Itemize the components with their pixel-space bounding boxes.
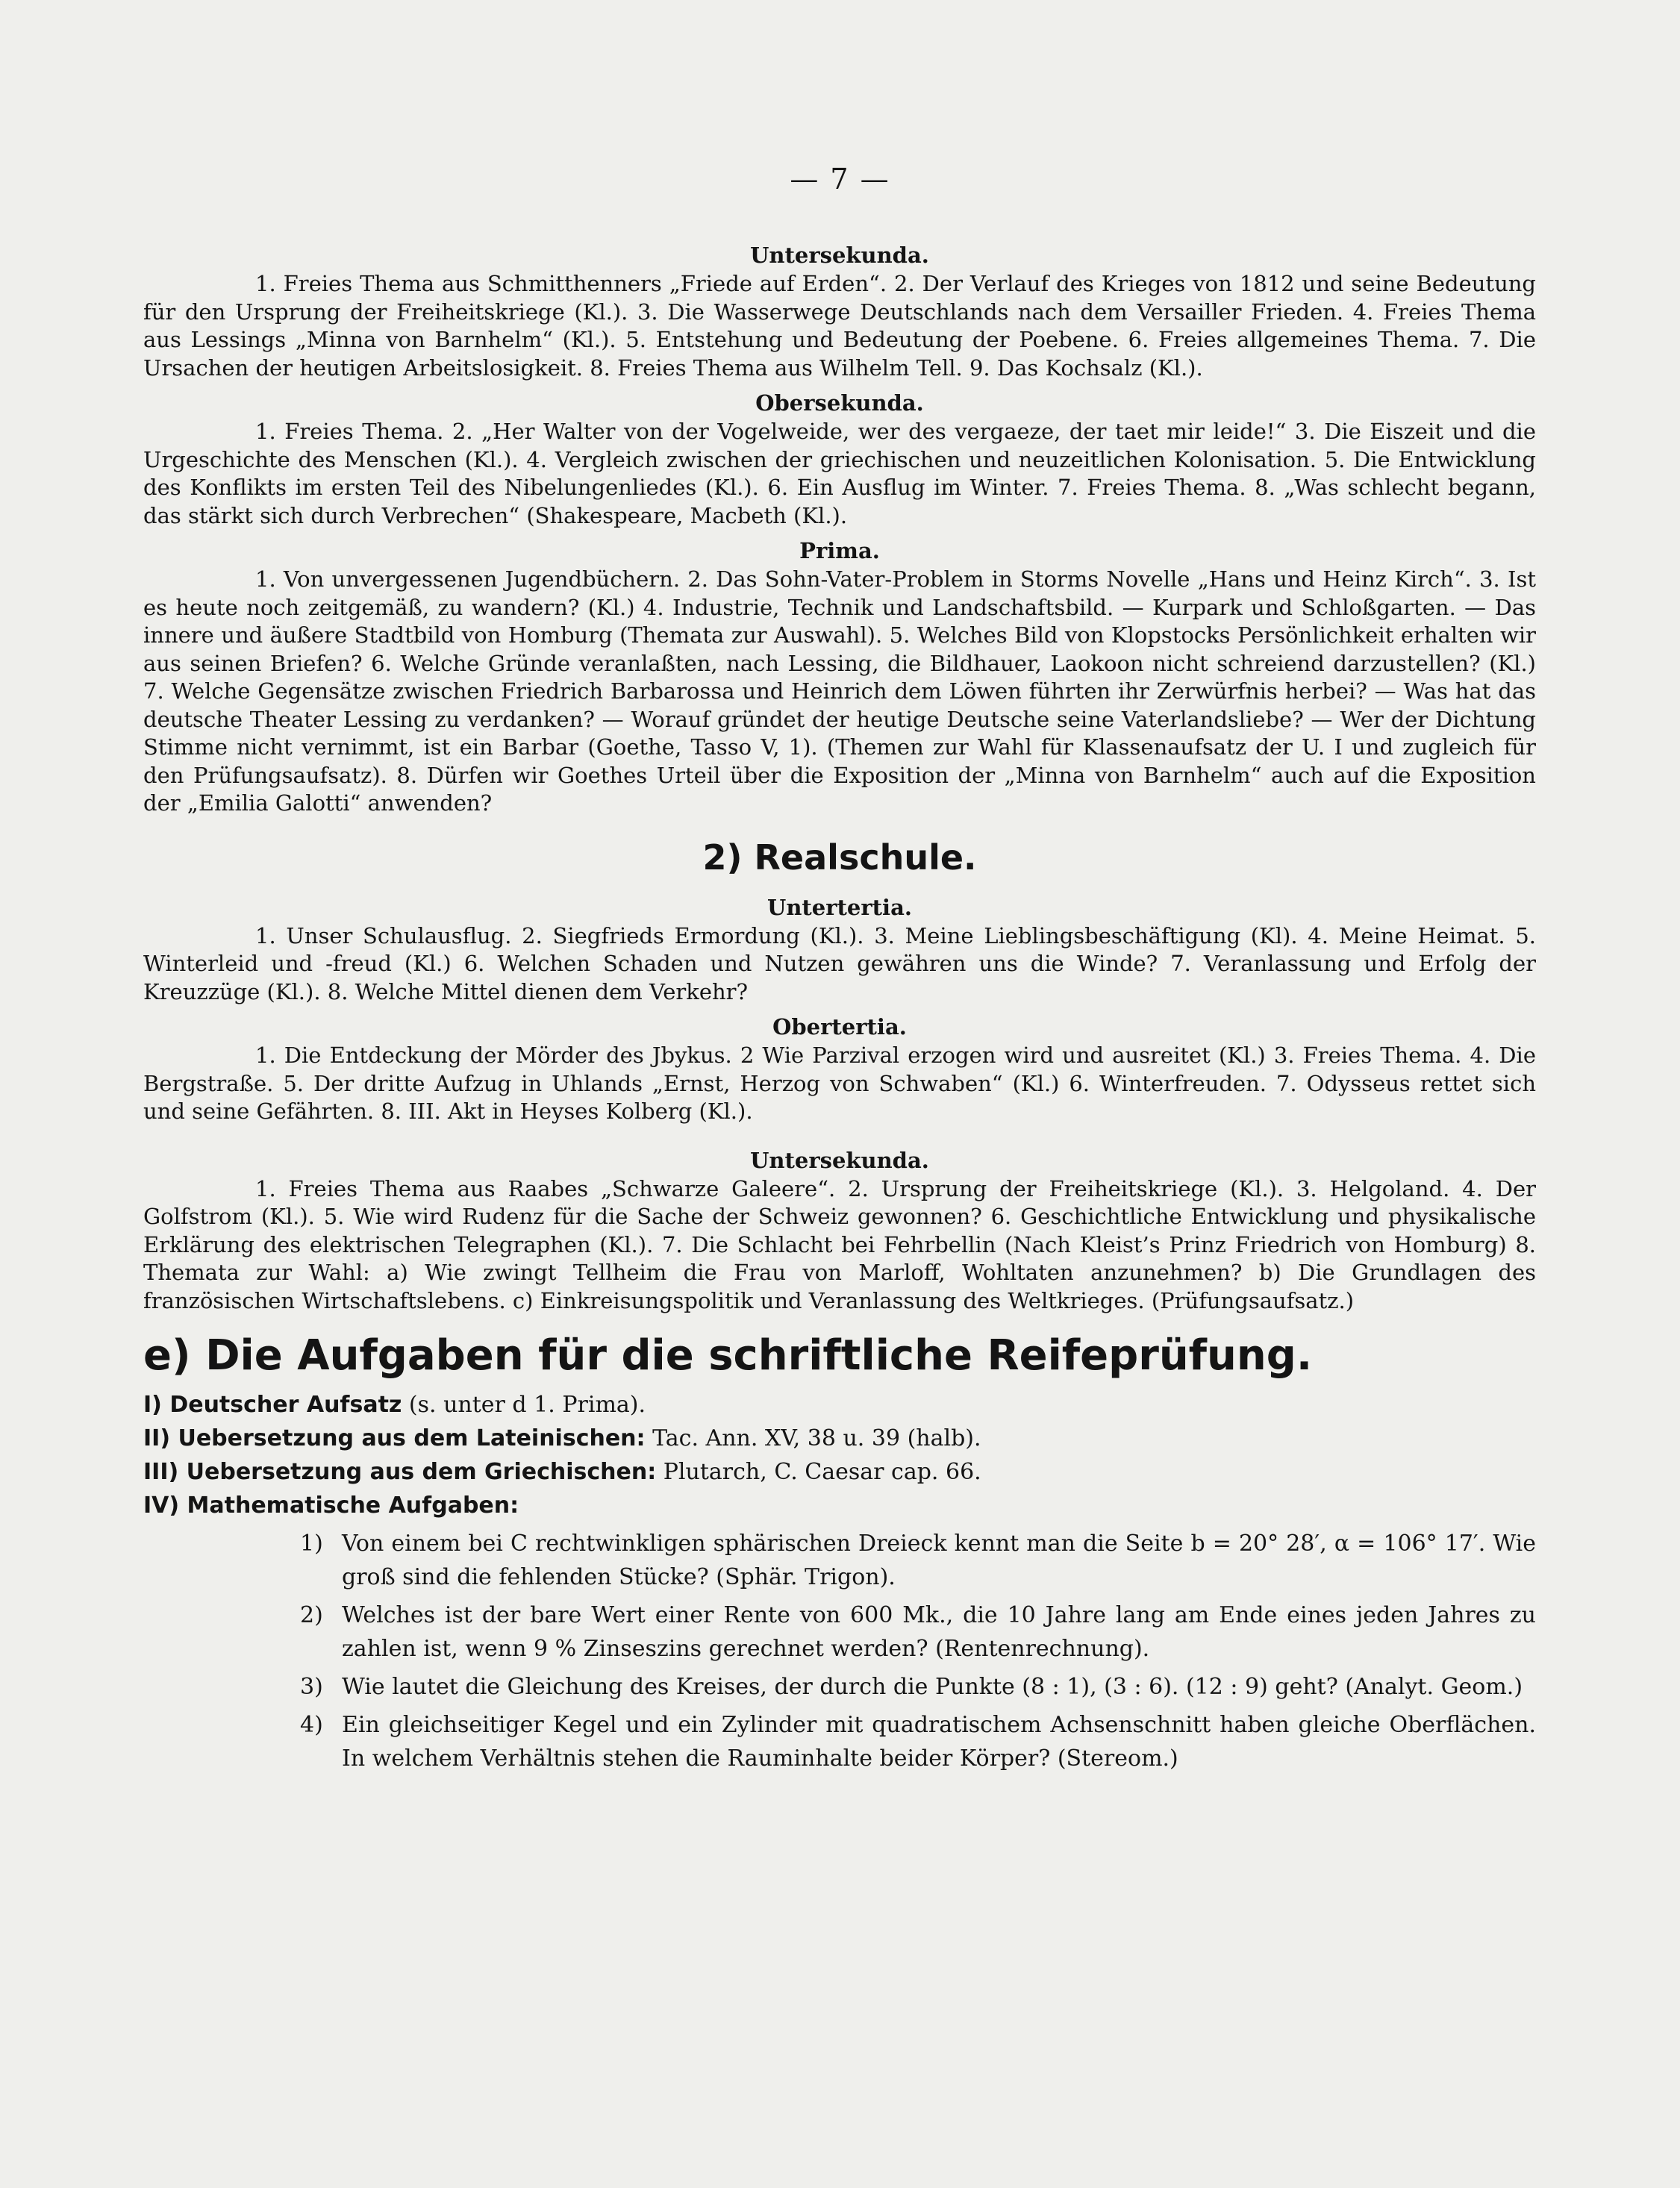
task-number: 2) bbox=[300, 1602, 323, 1628]
exam-item bbox=[143, 1388, 1536, 1422]
task-text: Von einem bei C rechtwinkligen sphärischen Dreieck kennt man die Seite b = 20° 28′, α = 106° 17′. Wie groß sind die fehlenden Stücke? (Sphär. Trigon). bbox=[342, 1531, 1536, 1590]
section-text: 1. Unser Schulausflug. 2. Siegfrieds Ermordung (Kl.). 3. Meine Lieblingsbeschäftigung (Kl). 4. Meine Heimat. 5. Winterleid und -freud (Kl.) 6. Welchen Schaden und Nutzen gewähren uns die Winde? 7. Veranlassung und Erfolg der Kreuzzüge (Kl.). 8. Welche Mittel dienen dem Verkehr? bbox=[143, 922, 1536, 1004]
reifepruefung-heading: e) Die Aufgaben für die schriftliche Reifeprüfung. bbox=[143, 1331, 1313, 1380]
section-heading: Prima. bbox=[799, 538, 880, 563]
section-text: 1. Die Entdeckung der Mörder des Jbykus. 2 Wie Parzival erzogen wird und ausreitet (Kl.) 3. Freies Thema. 4. Die Bergstraße. 5. Der dritte Aufzug in Uhlands „Ernst, Herzog von Schwaben“ (Kl.) 6. Winterfreuden. 7. Odysseus rettet sich und seine Gefährten. 8. III. Akt in Heyses Kolberg (Kl.). bbox=[143, 1043, 1536, 1124]
exam-label: III) Uebersetzung aus dem Griechischen: bbox=[143, 1459, 657, 1485]
task-number: 1) bbox=[300, 1531, 323, 1557]
section-text: 1. Von unvergessenen Jugendbüchern. 2. Das Sohn-Vater-Problem in Storms Novelle „Hans und Heinz Kirch“. 3. Ist es heute noch zeitgemäß, zu wandern? (Kl.) 4. Industrie, Technik und Landschaftsbild. — Kurpark und Schloßgarten. — Das innere und äußere Stadtbild von Homburg (Themata zur Auswahl). 5. Welches Bild von Klopstocks Persönlichkeit erhalten wir aus seinen Briefen? 6. Welche Gründe veranlaßten, nach Lessing, die Bildhauer, Laokoon nicht schreiend darzustellen? (Kl.) 7. Welche Gegensätze zwischen Friedrich Barbarossa und Heinrich dem Löwen führten ihr Zerwürfnis herbei? — Was hat das deutsche Theater Lessing zu verdanken? — Worauf gründet der heutige Deutsche seine Vaterlandsliebe? — Wer der Dichtung Stimme nicht vernimmt, ist ein Barbar (Goethe, Tasso V, 1). (Themen zur Wahl für Klassenaufsatz der U. I und zugleich für den Prüfungsaufsatz). 8. Dürfen wir Goethes Urteil über die Exposition der „Minna von Barnhelm“ auch auf die Exposition der „Emilia Galotti“ anwenden? bbox=[143, 566, 1536, 816]
realschule-untersekunda bbox=[143, 1145, 1536, 1316]
section-heading: Untertertia. bbox=[767, 894, 912, 920]
task-number: 3) bbox=[300, 1674, 323, 1700]
page-number: — 7 — bbox=[790, 163, 890, 196]
task-text: Ein gleichseitiger Kegel und ein Zylinder mit quadratischem Achsenschnitt haben gleiche Oberflächen. In welchem Verhältnis stehen die Rauminhalte beider Körper? (Stereom.) bbox=[342, 1712, 1536, 1772]
math-task bbox=[300, 1708, 1536, 1775]
section-heading: Obertertia. bbox=[772, 1014, 907, 1040]
realschule-obertertia bbox=[143, 1012, 1536, 1126]
realschule-heading: 2) Realschule. bbox=[702, 837, 977, 878]
exam-label: II) Uebersetzung aus dem Lateinischen: bbox=[143, 1425, 646, 1451]
exam-text: (s. unter d 1. Prima). bbox=[402, 1392, 646, 1418]
section-text: 1. Freies Thema. 2. „Her Walter von der Vogelweide, wer des vergaeze, der taet mir leide!“ 3. Die Eiszeit und die Urgeschichte des Menschen (Kl.). 4. Vergleich zwischen der griechischen und neuzeitlichen Kolonisation. 5. Die Entwicklung des Konflikts im ersten Teil des Nibelungenliedes (Kl.). 6. Ein Ausflug im Winter. 7. Freies Thema. 8. „Was schlecht begann, das stärkt sich durch Verbrechen“ (Shakespeare, Macbeth (Kl.). bbox=[143, 419, 1536, 528]
page-content bbox=[143, 240, 1536, 1775]
exam-list bbox=[143, 1388, 1536, 1522]
section-heading: Untersekunda. bbox=[750, 1147, 929, 1173]
math-task bbox=[300, 1527, 1536, 1594]
exam-item bbox=[143, 1455, 1536, 1489]
exam-text: Tac. Ann. XV, 38 u. 39 (halb). bbox=[645, 1425, 981, 1451]
task-text: Wie lautet die Gleichung des Kreises, der durch die Punkte (8 : 1), (3 : 6). (12 : 9) geht? (Analyt. Geom.) bbox=[342, 1674, 1523, 1700]
math-task bbox=[300, 1598, 1536, 1666]
math-task-list bbox=[143, 1527, 1536, 1775]
task-text: Welches ist der bare Wert einer Rente von 600 Mk., die 10 Jahre lang am Ende eines jeden Jahres zu zahlen ist, wenn 9 % Zinseszins gerechnet werden? (Rentenrechnung). bbox=[342, 1602, 1536, 1662]
gymnasium-untersekunda bbox=[143, 240, 1536, 382]
section-heading: Untersekunda. bbox=[750, 243, 929, 268]
realschule-untertertia bbox=[143, 893, 1536, 1007]
gymnasium-obersekunda bbox=[143, 388, 1536, 530]
section-text: 1. Freies Thema aus Schmitthenners „Friede auf Erden“. 2. Der Verlauf des Krieges von 1812 und seine Bedeutung für den Ursprung der Freiheitskriege (Kl.). 3. Die Wasserwege Deutschlands nach dem Versailler Frieden. 4. Freies Thema aus Lessings „Minna von Barnhelm“ (Kl.). 5. Entstehung und Bedeutung der Poebene. 6. Freies allgemeines Thema. 7. Die Ursachen der heutigen Arbeitslosigkeit. 8. Freies Thema aus Wilhelm Tell. 9. Das Kochsalz (Kl.). bbox=[143, 271, 1536, 381]
exam-item bbox=[143, 1489, 1536, 1522]
exam-item bbox=[143, 1422, 1536, 1455]
section-heading: Obersekunda. bbox=[755, 390, 924, 416]
exam-text: Plutarch, C. Caesar cap. 66. bbox=[656, 1459, 981, 1485]
gymnasium-prima bbox=[143, 536, 1536, 818]
exam-label: I) Deutscher Aufsatz bbox=[143, 1392, 402, 1418]
section-text: 1. Freies Thema aus Raabes „Schwarze Galeere“. 2. Ursprung der Freiheitskriege (Kl.). 3. Helgoland. 4. Der Golfstrom (Kl.). 5. Wie wird Rudenz für die Sache der Schweiz gewonnen? 6. Geschichtliche Entwicklung und physikalische Erklärung des elektrischen Telegraphen (Kl.). 7. Die Schlacht bei Fehrbellin (Nach Kleist’s Prinz Friedrich von Homburg) 8. Themata zur Wahl: a) Wie zwingt Tellheim die Frau von Marloff, Wohltaten anzunehmen? b) Die Grundlagen des französischen Wirtschaftslebens. c) Einkreisungspolitik und Veranlassung des Weltkrieges. (Prüfungsaufsatz.) bbox=[143, 1175, 1536, 1313]
exam-label: IV) Mathematische Aufgaben: bbox=[143, 1492, 519, 1519]
task-number: 4) bbox=[300, 1712, 323, 1738]
math-task bbox=[300, 1670, 1536, 1704]
